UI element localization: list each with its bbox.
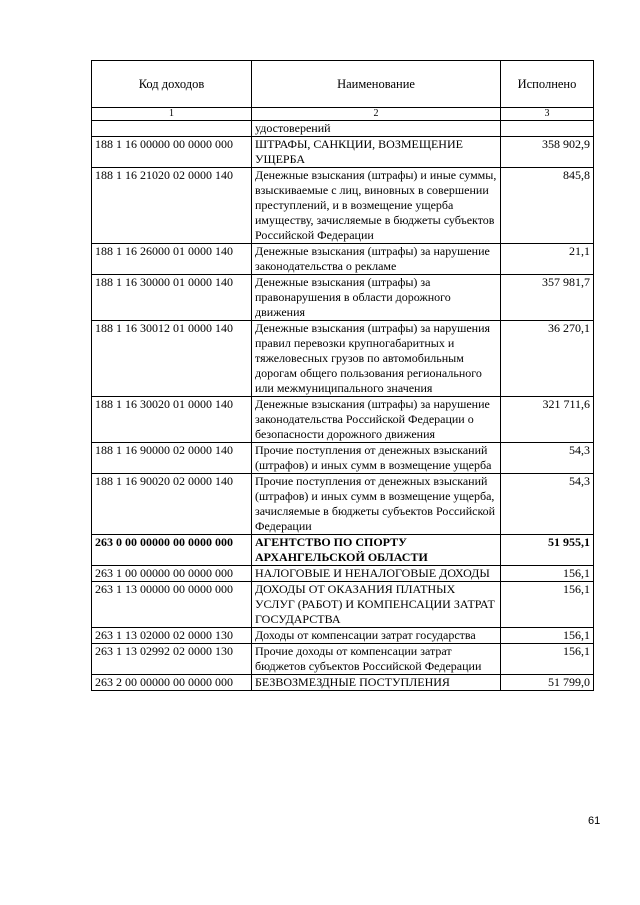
table-row	[92, 168, 594, 244]
revenue-table	[91, 60, 594, 691]
revenue-amount: 54,3	[501, 443, 594, 474]
revenue-code: 188 1 16 00000 00 0000 000	[92, 137, 252, 168]
table-row	[92, 137, 594, 168]
revenue-amount: 156,1	[501, 582, 594, 628]
revenue-amount: 845,8	[501, 168, 594, 244]
revenue-amount: 357 981,7	[501, 275, 594, 321]
revenue-code: 263 2 00 00000 00 0000 000	[92, 675, 252, 691]
column-number: 1	[92, 108, 252, 121]
revenue-name: Денежные взыскания (штрафы) за правонарушения в области дорожного движения	[252, 275, 501, 321]
revenue-name: НАЛОГОВЫЕ И НЕНАЛОГОВЫЕ ДОХОДЫ	[252, 566, 501, 582]
revenue-amount: 51 955,1	[501, 535, 594, 566]
revenue-amount: 36 270,1	[501, 321, 594, 397]
revenue-name: Прочие поступления от денежных взысканий (штрафов) и иных сумм в возмещение ущерба	[252, 443, 501, 474]
table-row	[92, 644, 594, 675]
revenue-name: АГЕНТСТВО ПО СПОРТУ АРХАНГЕЛЬСКОЙ ОБЛАСТИ	[252, 535, 501, 566]
table-row	[92, 443, 594, 474]
column-number: 3	[501, 108, 594, 121]
table-row	[92, 474, 594, 535]
table-row	[92, 582, 594, 628]
revenue-name: Денежные взыскания (штрафы) за нарушение законодательства Российской Федерации о безопасности дорожного движения	[252, 397, 501, 443]
revenue-code: 188 1 16 21020 02 0000 140	[92, 168, 252, 244]
revenue-amount: 156,1	[501, 628, 594, 644]
revenue-amount: 51 799,0	[501, 675, 594, 691]
table-row	[92, 628, 594, 644]
table-row	[92, 121, 594, 137]
revenue-amount: 358 902,9	[501, 137, 594, 168]
revenue-amount: 156,1	[501, 644, 594, 675]
revenue-code: 188 1 16 90020 02 0000 140	[92, 474, 252, 535]
table-row	[92, 675, 594, 691]
revenue-name: Денежные взыскания (штрафы) и иные суммы, взыскиваемые с лиц, виновных в совершении преступлений, и в возмещение ущерба имуществу, зачисляемые в бюджеты субъектов Российской Федерации	[252, 168, 501, 244]
revenue-code: 263 1 00 00000 00 0000 000	[92, 566, 252, 582]
revenue-name: Денежные взыскания (штрафы) за нарушение законодательства о рекламе	[252, 244, 501, 275]
table-row	[92, 535, 594, 566]
revenue-name: удостоверений	[252, 121, 501, 137]
column-number-row	[92, 108, 594, 121]
page-number: 61	[588, 815, 601, 827]
header-name: Наименование	[252, 61, 501, 108]
revenue-amount: 21,1	[501, 244, 594, 275]
header-code: Код доходов	[92, 61, 252, 108]
revenue-code: 188 1 16 90000 02 0000 140	[92, 443, 252, 474]
revenue-amount	[501, 121, 594, 137]
revenue-amount: 321 711,6	[501, 397, 594, 443]
revenue-code: 263 1 13 02000 02 0000 130	[92, 628, 252, 644]
table-row	[92, 566, 594, 582]
column-number: 2	[252, 108, 501, 121]
revenue-name: Прочие доходы от компенсации затрат бюджетов субъектов Российской Федерации	[252, 644, 501, 675]
table-row	[92, 397, 594, 443]
revenue-code: 188 1 16 30012 01 0000 140	[92, 321, 252, 397]
revenue-code: 263 1 13 00000 00 0000 000	[92, 582, 252, 628]
revenue-amount: 156,1	[501, 566, 594, 582]
table-body	[92, 121, 594, 691]
revenue-name: БЕЗВОЗМЕЗДНЫЕ ПОСТУПЛЕНИЯ	[252, 675, 501, 691]
revenue-code	[92, 121, 252, 137]
revenue-name: Доходы от компенсации затрат государства	[252, 628, 501, 644]
revenue-amount: 54,3	[501, 474, 594, 535]
revenue-code: 188 1 16 30000 01 0000 140	[92, 275, 252, 321]
revenue-code: 263 1 13 02992 02 0000 130	[92, 644, 252, 675]
revenue-name: Денежные взыскания (штрафы) за нарушения правил перевозки крупногабаритных и тяжеловесных грузов по автомобильным дорогам общего пользования регионального или межмуниципального значения	[252, 321, 501, 397]
revenue-code: 188 1 16 26000 01 0000 140	[92, 244, 252, 275]
revenue-name: ДОХОДЫ ОТ ОКАЗАНИЯ ПЛАТНЫХ УСЛУГ (РАБОТ) И КОМПЕНСАЦИИ ЗАТРАТ ГОСУДАРСТВА	[252, 582, 501, 628]
revenue-name: ШТРАФЫ, САНКЦИИ, ВОЗМЕЩЕНИЕ УЩЕРБА	[252, 137, 501, 168]
table-row	[92, 321, 594, 397]
revenue-code: 188 1 16 30020 01 0000 140	[92, 397, 252, 443]
header-amount: Исполнено	[501, 61, 594, 108]
table-row	[92, 244, 594, 275]
revenue-code: 263 0 00 00000 00 0000 000	[92, 535, 252, 566]
header-row	[92, 61, 594, 108]
revenue-name: Прочие поступления от денежных взысканий (штрафов) и иных сумм в возмещение ущерба, зачисляемые в бюджеты субъектов Российской Федерации	[252, 474, 501, 535]
table-row	[92, 275, 594, 321]
